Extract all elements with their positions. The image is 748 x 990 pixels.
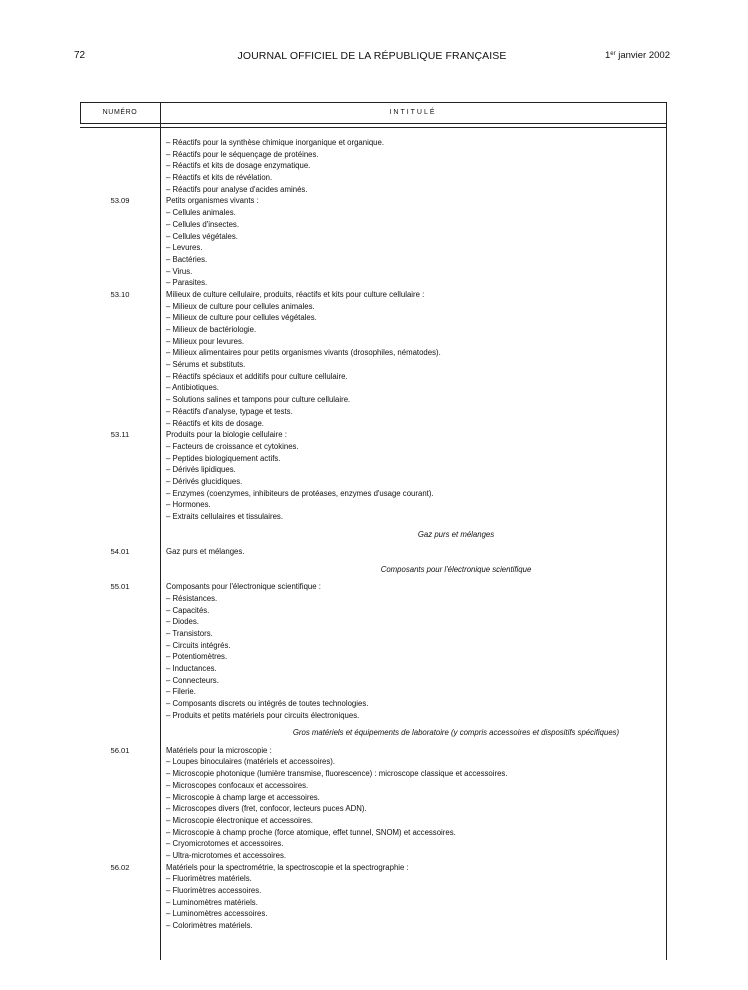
section-heading: Gros matériels et équipements de laboratoire (y compris accessoires et dispositifs spécifiques) bbox=[292, 728, 620, 738]
row-text: – Inductances. bbox=[166, 663, 217, 673]
row-text: – Réactifs pour analyse d'acides aminés. bbox=[166, 184, 308, 194]
table-row bbox=[80, 686, 666, 698]
table-row bbox=[80, 827, 666, 839]
row-text: – Parasites. bbox=[166, 278, 208, 288]
row-code bbox=[80, 336, 160, 348]
row-text: Produits pour la biologie cellulaire : bbox=[166, 430, 287, 440]
row-text: – Microscopes confocaux et accessoires. bbox=[166, 780, 309, 790]
table-row bbox=[80, 382, 666, 394]
table-row bbox=[80, 429, 666, 441]
row-text: – Peptides biologiquement actifs. bbox=[166, 453, 281, 463]
table-row bbox=[80, 231, 666, 243]
row-text: Milieux de culture cellulaire, produits, réactifs et kits pour culture cellulaire : bbox=[166, 289, 425, 299]
row-code bbox=[80, 593, 160, 605]
row-text: – Sérums et substituts. bbox=[166, 360, 246, 370]
row-text: – Potentiomètres. bbox=[166, 652, 228, 662]
page-header bbox=[74, 50, 670, 64]
table-row bbox=[80, 172, 666, 184]
row-text: – Réactifs et kits de dosage enzymatique. bbox=[166, 161, 311, 171]
row-code bbox=[80, 815, 160, 827]
row-text: – Réactifs pour la synthèse chimique inorganique et organique. bbox=[166, 138, 385, 147]
row-code bbox=[80, 756, 160, 768]
page-number: 72 bbox=[74, 50, 86, 61]
row-text: – Antibiotiques. bbox=[166, 383, 219, 393]
row-text: – Transistors. bbox=[166, 628, 213, 638]
table-row bbox=[80, 406, 666, 418]
row-code bbox=[80, 137, 160, 149]
issue-date-day: 1 bbox=[604, 50, 611, 61]
row-text: – Microscopie photonique (lumière transmise, fluorescence) : microscope classique et accessoires. bbox=[166, 769, 508, 779]
row-code bbox=[80, 710, 160, 722]
row-text: – Microscopie à champ large et accessoires. bbox=[166, 792, 320, 802]
row-code bbox=[80, 441, 160, 453]
table-row bbox=[80, 838, 666, 850]
row-text: – Cellules végétales. bbox=[166, 231, 238, 241]
table-row bbox=[80, 242, 666, 254]
row-code bbox=[80, 277, 160, 289]
row-code bbox=[80, 488, 160, 500]
table-row bbox=[80, 850, 666, 862]
row-code bbox=[80, 885, 160, 897]
row-code bbox=[80, 663, 160, 675]
table-row bbox=[80, 710, 666, 722]
table-row bbox=[80, 897, 666, 909]
row-code bbox=[80, 266, 160, 278]
row-text: – Bactéries. bbox=[166, 254, 208, 264]
row-text: – Fluorimètres matériels. bbox=[166, 874, 252, 884]
row-code bbox=[80, 476, 160, 488]
row-code: 53.10 bbox=[110, 289, 130, 299]
table-row bbox=[80, 663, 666, 675]
table-header-divider-2 bbox=[80, 127, 666, 128]
row-text: – Circuits intégrés. bbox=[166, 640, 231, 650]
row-code bbox=[80, 897, 160, 909]
row-text: – Dérivés lipidiques. bbox=[166, 465, 236, 475]
row-code bbox=[80, 347, 160, 359]
row-text: Petits organismes vivants : bbox=[166, 196, 259, 206]
row-code bbox=[80, 920, 160, 932]
row-text: – Réactifs d'analyse, typage et tests. bbox=[166, 406, 293, 416]
table-row bbox=[80, 476, 666, 488]
row-text: Gaz purs et mélanges. bbox=[166, 547, 245, 557]
row-code bbox=[80, 464, 160, 476]
row-code bbox=[80, 219, 160, 231]
row-code bbox=[80, 780, 160, 792]
row-code bbox=[80, 827, 160, 839]
row-text: – Cryomicrotomes et accessoires. bbox=[166, 839, 284, 849]
nomenclature-table bbox=[80, 102, 666, 960]
row-text: – Réactifs et kits de dosage. bbox=[166, 418, 264, 428]
issue-date bbox=[605, 50, 670, 61]
row-code bbox=[80, 382, 160, 394]
section-heading: Composants pour l'électronique scientifique bbox=[380, 564, 532, 574]
row-code bbox=[80, 418, 160, 430]
table-row bbox=[80, 499, 666, 511]
row-text: – Loupes binoculaires (matériels et accessoires). bbox=[166, 757, 336, 767]
row-text: – Extraits cellulaires et tissulaires. bbox=[166, 512, 283, 521]
row-text: – Résistances. bbox=[166, 593, 218, 603]
row-text: – Microscopie à champ proche (force atomique, effet tunnel, SNOM) et accessoires. bbox=[166, 827, 456, 837]
row-text: Matériels pour la spectrométrie, la spectroscopie et la spectrographie : bbox=[166, 862, 409, 872]
table-row bbox=[80, 359, 666, 371]
section-heading-row bbox=[80, 721, 666, 744]
row-code bbox=[80, 207, 160, 219]
table-row bbox=[80, 464, 666, 476]
table-row bbox=[80, 160, 666, 172]
table-row bbox=[80, 616, 666, 628]
table-row bbox=[80, 593, 666, 605]
table-row bbox=[80, 768, 666, 780]
table-row bbox=[80, 511, 666, 523]
table-row bbox=[80, 394, 666, 406]
table-row bbox=[80, 780, 666, 792]
table-row bbox=[80, 581, 666, 593]
table-row bbox=[80, 698, 666, 710]
row-text: – Facteurs de croissance et cytokines. bbox=[166, 441, 299, 451]
row-text: – Milieux pour levures. bbox=[166, 336, 245, 346]
table-row bbox=[80, 195, 666, 207]
row-code bbox=[80, 172, 160, 184]
issue-date-sup: er bbox=[610, 51, 616, 57]
row-code: 56.01 bbox=[110, 745, 130, 755]
row-text: – Réactifs spéciaux et additifs pour culture cellulaire. bbox=[166, 371, 348, 381]
row-code bbox=[80, 453, 160, 465]
table-row bbox=[80, 371, 666, 383]
row-code: 54.01 bbox=[110, 547, 130, 557]
row-text: – Filerie. bbox=[166, 687, 196, 697]
table-row bbox=[80, 862, 666, 874]
row-code bbox=[80, 184, 160, 196]
table-row bbox=[80, 254, 666, 266]
table-row bbox=[80, 815, 666, 827]
table-row bbox=[80, 488, 666, 500]
row-text: – Colorimètres matériels. bbox=[166, 921, 253, 931]
row-text: – Luminomètres accessoires. bbox=[166, 909, 268, 919]
row-text: – Levures. bbox=[166, 243, 203, 253]
row-text: – Microscopes divers (fret, confocor, lecteurs puces ADN). bbox=[166, 804, 367, 814]
table-row bbox=[80, 792, 666, 804]
row-text: – Diodes. bbox=[166, 617, 199, 627]
row-text: – Capacités. bbox=[166, 605, 210, 615]
table-row bbox=[80, 873, 666, 885]
row-text: – Milieux alimentaires pour petits organismes vivants (drosophiles, nématodes). bbox=[166, 348, 441, 358]
row-code bbox=[80, 768, 160, 780]
row-text: – Milieux de bactériologie. bbox=[166, 325, 257, 334]
column-header-intitule: INTITULÉ bbox=[389, 109, 437, 116]
row-code bbox=[80, 254, 160, 266]
row-code: 55.01 bbox=[110, 582, 130, 592]
row-code bbox=[80, 558, 160, 581]
table-row bbox=[80, 675, 666, 687]
table-row bbox=[80, 441, 666, 453]
row-text: – Connecteurs. bbox=[166, 675, 219, 685]
row-code bbox=[80, 675, 160, 687]
row-text: – Cellules animales. bbox=[166, 208, 236, 218]
row-code bbox=[80, 803, 160, 815]
row-code bbox=[80, 523, 160, 546]
row-text: – Milieux de culture pour cellules végétales. bbox=[166, 313, 317, 323]
row-code bbox=[80, 359, 160, 371]
row-code bbox=[80, 721, 160, 744]
table-row bbox=[80, 207, 666, 219]
row-text: – Milieux de culture pour cellules animales. bbox=[166, 301, 315, 311]
table-row bbox=[80, 277, 666, 289]
table-right-border bbox=[666, 102, 667, 960]
table-row bbox=[80, 266, 666, 278]
row-text: – Produits et petits matériels pour circuits électroniques. bbox=[166, 710, 360, 720]
row-code bbox=[80, 511, 160, 523]
row-code bbox=[80, 873, 160, 885]
row-code bbox=[80, 406, 160, 418]
row-code bbox=[80, 312, 160, 324]
row-code bbox=[80, 394, 160, 406]
row-code bbox=[80, 850, 160, 862]
table-row bbox=[80, 324, 666, 336]
section-heading-row bbox=[80, 523, 666, 546]
row-code bbox=[80, 324, 160, 336]
row-code bbox=[80, 640, 160, 652]
section-heading-row bbox=[80, 558, 666, 581]
table-row bbox=[80, 312, 666, 324]
row-code: 53.11 bbox=[110, 430, 130, 440]
journal-title: JOURNAL OFFICIEL DE LA RÉPUBLIQUE FRANÇAISE bbox=[237, 50, 507, 62]
table-row bbox=[80, 920, 666, 932]
row-code: 56.02 bbox=[110, 862, 130, 872]
table-row bbox=[80, 219, 666, 231]
row-text: – Enzymes (coenzymes, inhibiteurs de protéases, enzymes d'usage courant). bbox=[166, 488, 434, 498]
row-text: – Composants discrets ou intégrés de toutes technologies. bbox=[166, 699, 369, 709]
row-code bbox=[80, 792, 160, 804]
row-text: – Cellules d'insectes. bbox=[166, 219, 239, 229]
row-code bbox=[80, 838, 160, 850]
table-row bbox=[80, 908, 666, 920]
table-row bbox=[80, 651, 666, 663]
table-row bbox=[80, 453, 666, 465]
row-code bbox=[80, 160, 160, 172]
table-row bbox=[80, 301, 666, 313]
row-text: – Réactifs pour le séquençage de protéines. bbox=[166, 149, 319, 159]
row-code bbox=[80, 242, 160, 254]
row-text: – Luminomètres matériels. bbox=[166, 897, 258, 907]
table-row bbox=[80, 546, 666, 558]
table-row bbox=[80, 149, 666, 161]
row-code bbox=[80, 628, 160, 640]
row-text: – Réactifs et kits de révélation. bbox=[166, 173, 273, 183]
row-code: 53.09 bbox=[110, 196, 130, 206]
row-text: – Ultra-microtomes et accessoires. bbox=[166, 850, 287, 860]
table-row bbox=[80, 184, 666, 196]
table-row bbox=[80, 640, 666, 652]
row-text: – Microscopie électronique et accessoires. bbox=[166, 815, 313, 825]
section-heading: Gaz purs et mélanges bbox=[417, 529, 495, 539]
row-code bbox=[80, 149, 160, 161]
row-code bbox=[80, 301, 160, 313]
row-code bbox=[80, 605, 160, 617]
table-row bbox=[80, 336, 666, 348]
row-code bbox=[80, 371, 160, 383]
table-row bbox=[80, 347, 666, 359]
row-code bbox=[80, 499, 160, 511]
row-text: – Virus. bbox=[166, 266, 193, 276]
row-text: – Hormones. bbox=[166, 500, 211, 510]
table-row bbox=[80, 885, 666, 897]
table-row bbox=[80, 289, 666, 301]
row-text: Composants pour l'électronique scientifique : bbox=[166, 582, 321, 592]
row-code bbox=[80, 698, 160, 710]
table-row bbox=[80, 418, 666, 430]
row-code bbox=[80, 231, 160, 243]
row-text: Matériels pour la microscopie : bbox=[166, 745, 272, 755]
table-row bbox=[80, 605, 666, 617]
column-header-numero: NUMÉRO bbox=[102, 109, 138, 116]
table-row bbox=[80, 137, 666, 149]
row-code bbox=[80, 651, 160, 663]
table-row bbox=[80, 803, 666, 815]
row-code bbox=[80, 616, 160, 628]
row-text: – Fluorimètres accessoires. bbox=[166, 886, 262, 896]
table-header-divider bbox=[80, 123, 666, 124]
row-code bbox=[80, 686, 160, 698]
table-row bbox=[80, 628, 666, 640]
row-text: – Solutions salines et tampons pour culture cellulaire. bbox=[166, 395, 351, 405]
table-body bbox=[80, 137, 666, 932]
row-text: – Dérivés glucidiques. bbox=[166, 476, 243, 486]
issue-date-rest: janvier 2002 bbox=[615, 50, 670, 61]
table-row bbox=[80, 756, 666, 768]
row-code bbox=[80, 908, 160, 920]
table-row bbox=[80, 745, 666, 757]
